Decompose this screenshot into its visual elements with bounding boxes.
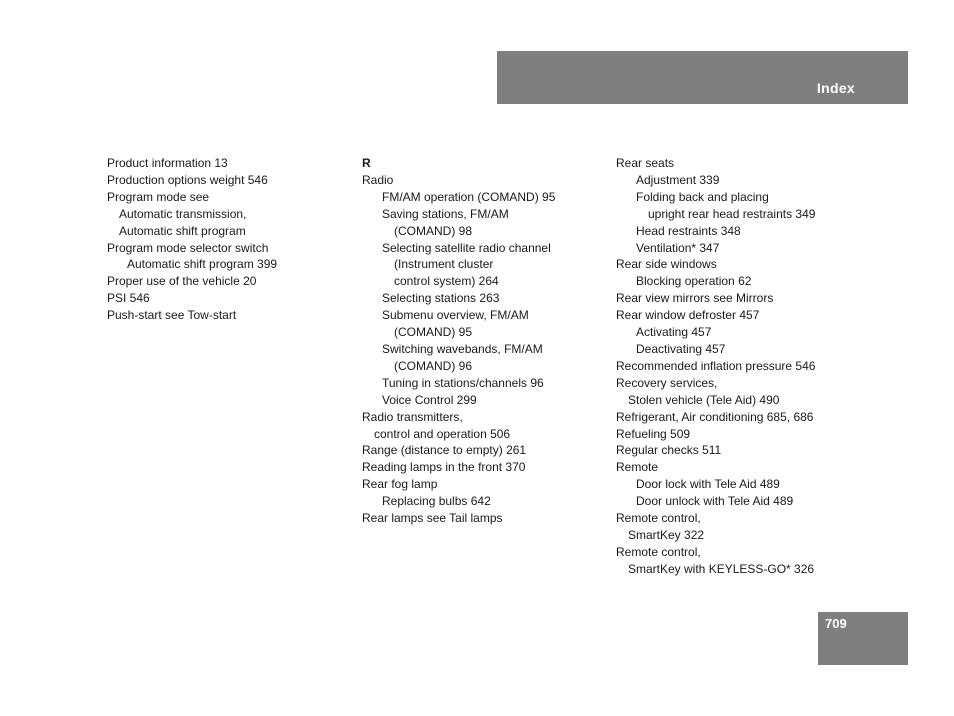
- index-column-3: [616, 155, 896, 578]
- index-subentry: Ventilation* 347: [636, 240, 720, 255]
- index-entry: Recommended inflation pressure 546: [616, 358, 816, 373]
- index-subentry: (COMAND) 95: [394, 325, 473, 340]
- index-subentry: Blocking operation 62: [636, 274, 752, 289]
- index-entry: Radio transmitters,: [362, 409, 463, 424]
- index-entry: Remote control,: [616, 544, 701, 559]
- index-entry: Range (distance to empty) 261: [362, 443, 527, 458]
- index-subentry: Deactivating 457: [636, 341, 726, 356]
- section-title: Index: [816, 80, 855, 96]
- index-subentry: Stolen vehicle (Tele Aid) 490: [628, 392, 780, 407]
- index-entry: Regular checks 511: [616, 443, 722, 458]
- index-subentry: Automatic shift program: [119, 223, 246, 238]
- index-entry: Reading lamps in the front 370: [362, 460, 526, 475]
- index-entry: Program mode see: [107, 189, 210, 204]
- index-entry: Push-start see Tow-start: [107, 308, 237, 323]
- index-entry: Remote control,: [616, 511, 701, 526]
- index-subentry: Door unlock with Tele Aid 489: [636, 494, 794, 509]
- index-entry: Rear window defroster 457: [616, 308, 760, 323]
- index-column-1: [107, 155, 347, 324]
- index-subentry: Adjustment 339: [636, 172, 720, 187]
- index-subentry: Voice Control 299: [382, 392, 477, 407]
- index-entry: Proper use of the vehicle 20: [107, 274, 257, 289]
- index-entry: Rear view mirrors see Mirrors: [616, 291, 774, 306]
- page-number-box: [818, 612, 908, 665]
- index-entry: Production options weight 546: [107, 172, 268, 187]
- page-number: 709: [825, 616, 847, 631]
- index-entry: Refueling 509: [616, 426, 691, 441]
- index-subentry: (COMAND) 98: [394, 223, 473, 238]
- index-subentry: Selecting satellite radio channel: [382, 240, 551, 255]
- index-subentry: Folding back and placing: [636, 189, 769, 204]
- index-subentry: Activating 457: [636, 325, 712, 340]
- index-entry: Rear fog lamp: [362, 477, 438, 492]
- index-entry: Product information 13: [107, 156, 228, 170]
- index-entry: Refrigerant, Air conditioning 685, 686: [616, 409, 814, 424]
- index-subentry: FM/AM operation (COMAND) 95: [382, 189, 556, 204]
- index-column-2: [362, 155, 602, 527]
- index-subentry: control and operation 506: [374, 426, 511, 441]
- index-entry: Rear lamps see Tail lamps: [362, 511, 503, 526]
- index-subentry: Head restraints 348: [636, 223, 741, 238]
- index-subentry: (Instrument cluster: [394, 257, 494, 272]
- index-entry: Rear side windows: [616, 257, 717, 272]
- index-subentry: (COMAND) 96: [394, 358, 473, 373]
- index-subentry: Saving stations, FM/AM: [382, 206, 509, 221]
- index-entry: Program mode selector switch: [107, 240, 269, 255]
- index-entry: Recovery services,: [616, 375, 718, 390]
- index-subentry: Automatic shift program 399: [127, 257, 278, 272]
- index-subentry: Selecting stations 263: [382, 291, 500, 306]
- index-subentry: Submenu overview, FM/AM: [382, 308, 529, 323]
- header-bar: [497, 51, 908, 104]
- index-subentry: Switching wavebands, FM/AM: [382, 341, 543, 356]
- index-entry: Remote: [616, 460, 659, 475]
- index-subentry: Automatic transmission,: [119, 206, 247, 221]
- index-subentry: Replacing bulbs 642: [382, 494, 491, 509]
- index-subentry: control system) 264: [394, 274, 499, 289]
- index-subentry: upright rear head restraints 349: [648, 206, 816, 221]
- index-entry: Rear seats: [616, 156, 675, 170]
- index-letter-heading: R: [362, 156, 371, 170]
- index-subentry: SmartKey with KEYLESS-GO* 326: [628, 561, 815, 576]
- index-entry: PSI 546: [107, 291, 150, 306]
- index-subentry: SmartKey 322: [628, 527, 705, 542]
- index-subentry: Door lock with Tele Aid 489: [636, 477, 780, 492]
- index-subentry: Tuning in stations/channels 96: [382, 375, 544, 390]
- index-entry: Radio: [362, 172, 394, 187]
